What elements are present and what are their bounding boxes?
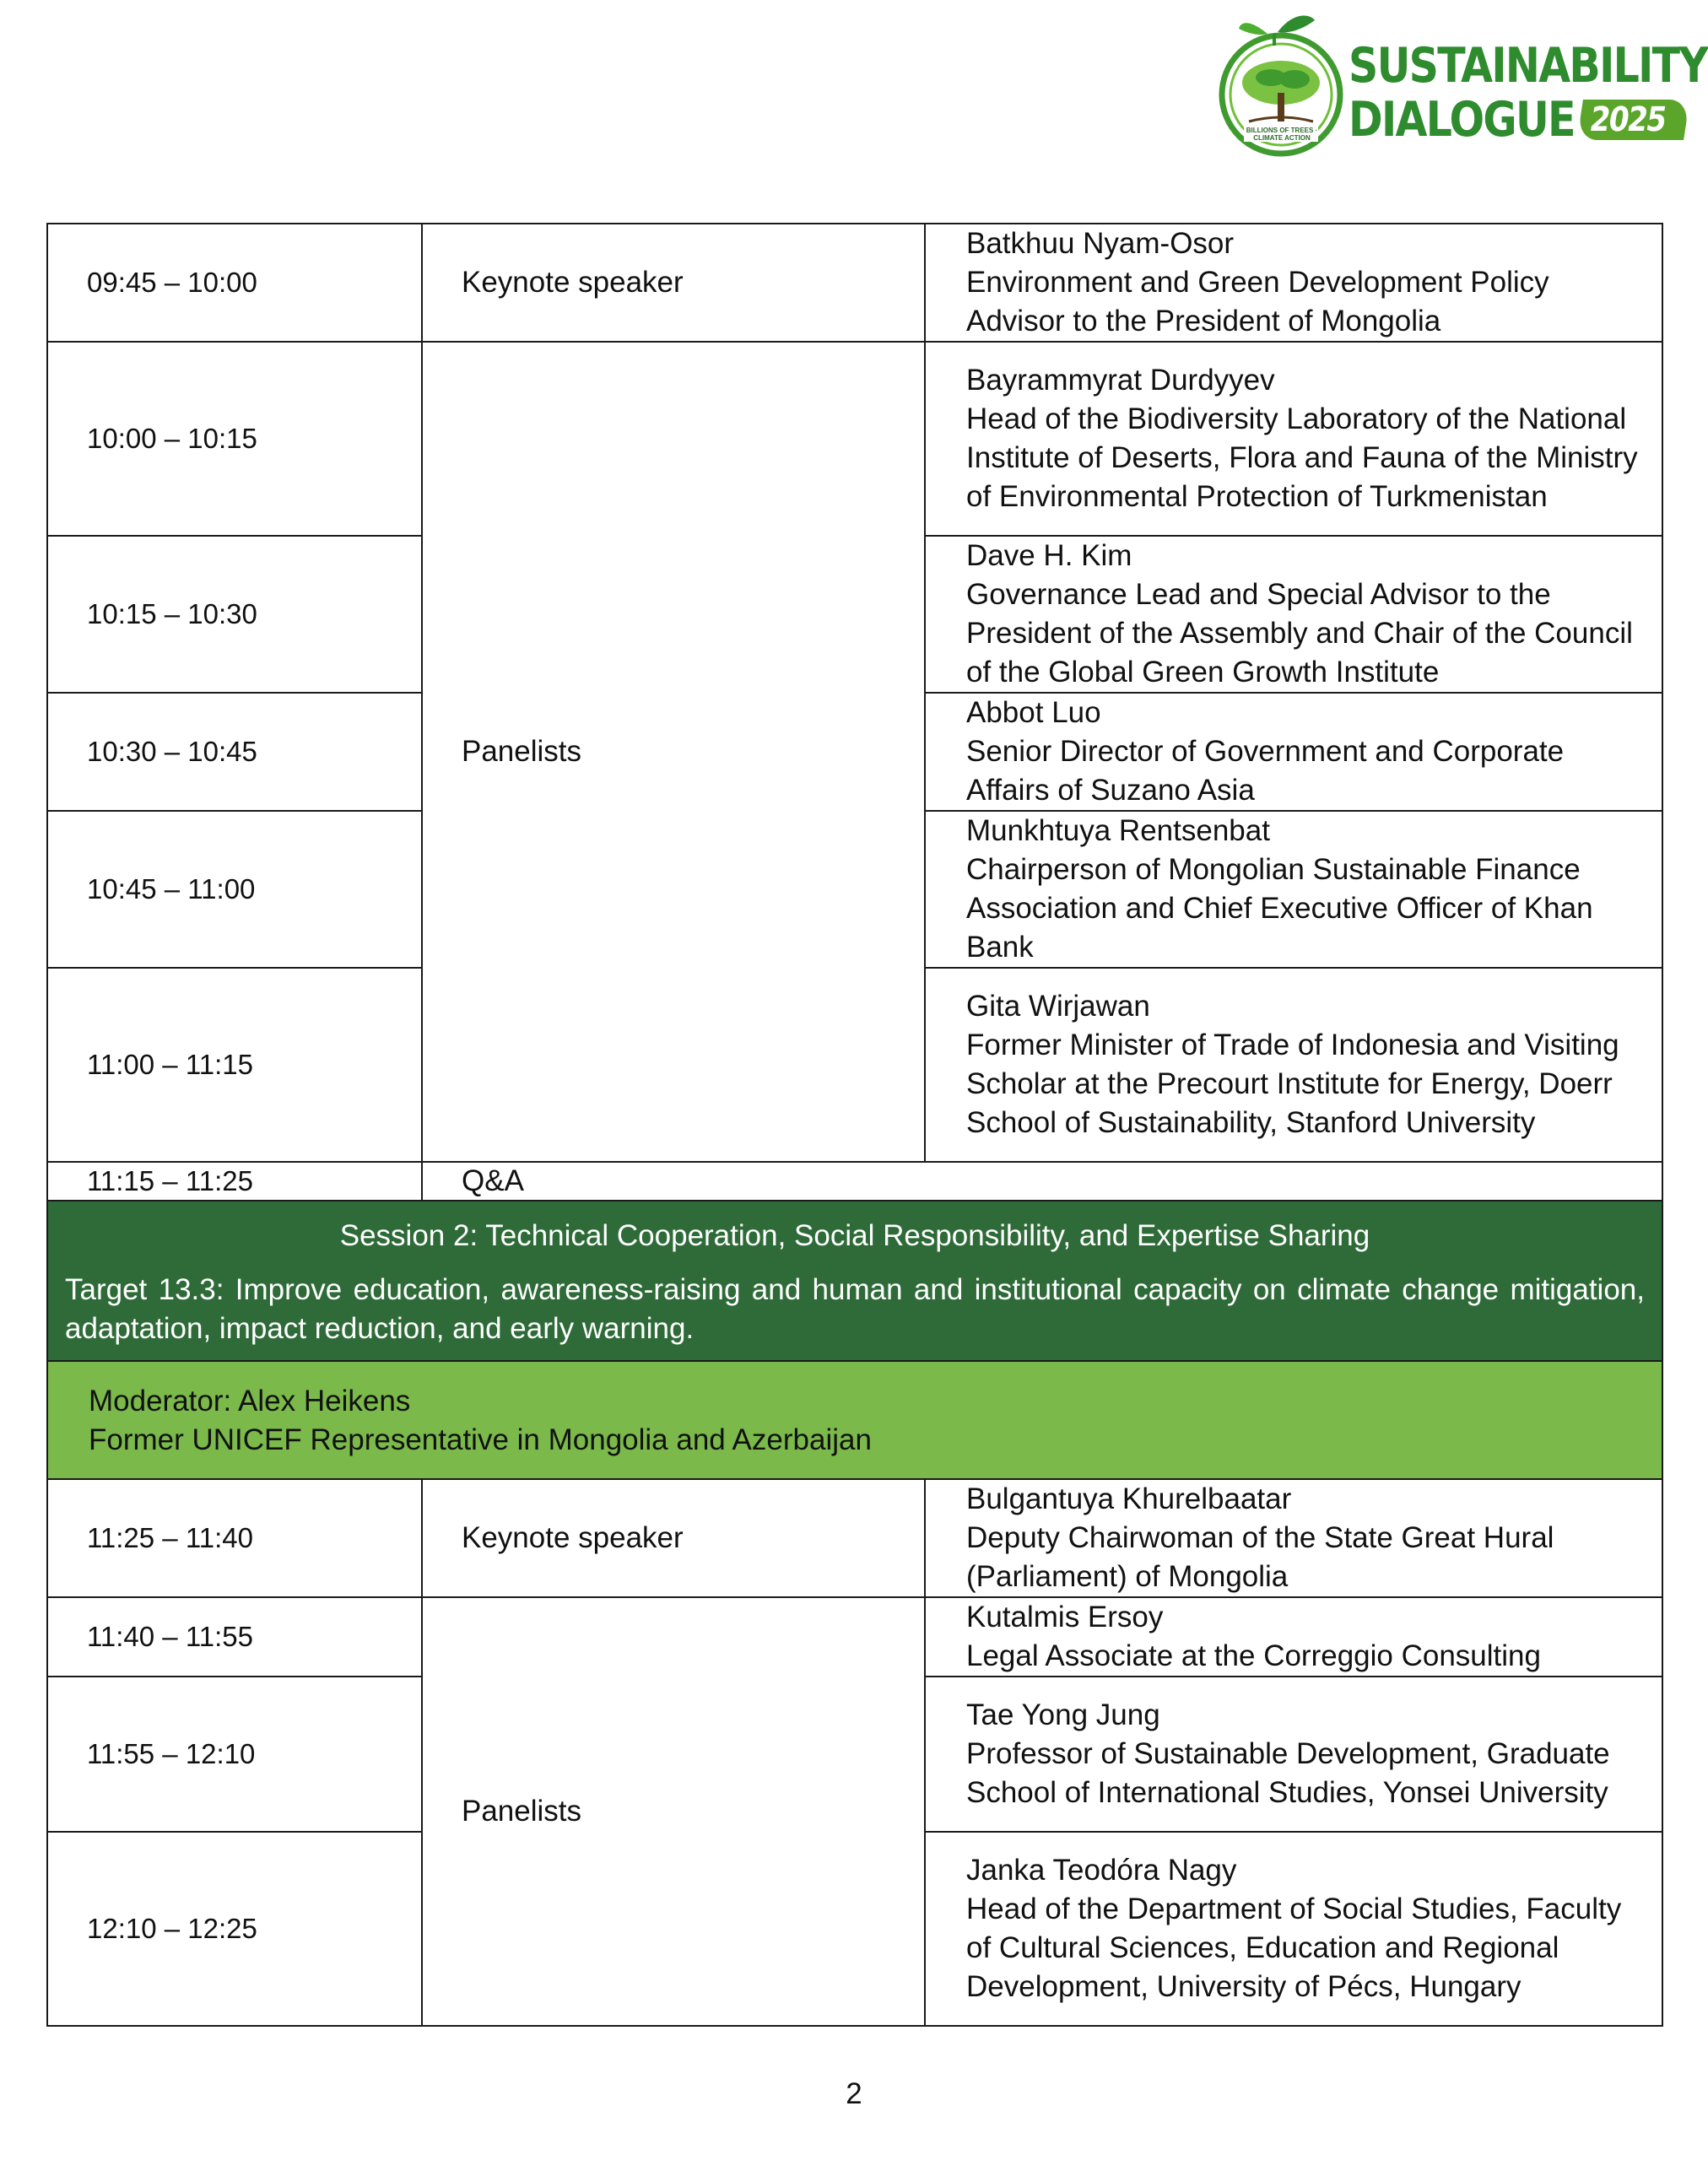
qa-row bbox=[47, 1162, 1662, 1201]
time-slot: 10:45 – 11:00 bbox=[47, 811, 422, 968]
table-row bbox=[47, 1597, 1662, 1677]
speaker-name: Munkhtuya Rentsenbat bbox=[966, 814, 1270, 847]
speaker-name: Janka Teodóra Nagy bbox=[966, 1854, 1237, 1887]
session-title: Session 2: Technical Cooperation, Social Responsibility, and Expertise Sharing bbox=[339, 1219, 1370, 1252]
time-slot: 10:15 – 10:30 bbox=[47, 536, 422, 693]
speaker-name: Gita Wirjawan bbox=[966, 990, 1150, 1023]
logo-title-dialogue: DIALOGUE bbox=[1349, 92, 1575, 148]
qa-label: Q&A bbox=[422, 1162, 1662, 1201]
session-header bbox=[47, 1201, 1662, 1361]
speaker-cell bbox=[925, 1832, 1662, 2026]
time-slot: 09:45 – 10:00 bbox=[47, 224, 422, 342]
event-logo bbox=[1215, 10, 1708, 160]
speaker-name: Dave H. Kim bbox=[966, 539, 1132, 572]
agenda-table bbox=[46, 223, 1663, 2027]
logo-year: 2025 bbox=[1577, 100, 1690, 140]
speaker-cell bbox=[925, 1677, 1662, 1832]
speaker-name: Abbot Luo bbox=[966, 696, 1101, 729]
time-slot: 11:25 – 11:40 bbox=[47, 1479, 422, 1597]
speaker-cell bbox=[925, 536, 1662, 693]
time-slot: 11:15 – 11:25 bbox=[47, 1162, 422, 1201]
speaker-cell bbox=[925, 1479, 1662, 1597]
time-slot: 12:10 – 12:25 bbox=[47, 1832, 422, 2026]
speaker-title: Deputy Chairwoman of the State Great Hural (Parliament) of Mongolia bbox=[966, 1521, 1554, 1593]
logo-title-line1: SUSTAINABILITY bbox=[1349, 38, 1708, 94]
speaker-title: Professor of Sustainable Development, Graduate School of International Studies, Yonsei University bbox=[966, 1737, 1610, 1809]
speaker-cell bbox=[925, 811, 1662, 968]
speaker-title: Chairperson of Mongolian Sustainable Finance Association and Chief Executive Officer of Khan Bank bbox=[966, 853, 1593, 964]
moderator-name: Moderator: Alex Heikens bbox=[89, 1385, 411, 1418]
table-row bbox=[47, 342, 1662, 536]
time-slot: 11:00 – 11:15 bbox=[47, 968, 422, 1162]
moderator-row bbox=[47, 1361, 1662, 1479]
logo-badge-text: BILLIONS OF TREES · CLIMATE ACTION bbox=[1246, 127, 1318, 142]
role-cell: Keynote speaker bbox=[422, 224, 925, 342]
speaker-name: Kutalmis Ersoy bbox=[966, 1601, 1164, 1634]
time-slot: 10:30 – 10:45 bbox=[47, 693, 422, 811]
speaker-cell bbox=[925, 224, 1662, 342]
table-row bbox=[47, 1479, 1662, 1597]
moderator-title: Former UNICEF Representative in Mongolia and Azerbaijan bbox=[89, 1423, 872, 1456]
time-slot: 11:40 – 11:55 bbox=[47, 1597, 422, 1677]
speaker-name: Batkhuu Nyam-Osor bbox=[966, 227, 1235, 260]
page-number: 2 bbox=[846, 2077, 862, 2110]
session-target: Target 13.3: Improve education, awareness-raising and human and institutional capacity on climate change mitigation, adaptation, impact reduction, and early warning. bbox=[65, 1273, 1645, 1345]
speaker-name: Bulgantuya Khurelbaatar bbox=[966, 1482, 1292, 1515]
speaker-title: Head of the Department of Social Studies, Faculty of Cultural Sciences, Education and Regional Development, University of Pécs, Hungary bbox=[966, 1893, 1622, 2003]
speaker-title: Head of the Biodiversity Laboratory of the National Institute of Deserts, Flora and Fauna of the Ministry of Environmental Protection of Turkmenistan bbox=[966, 402, 1638, 513]
role-cell: Keynote speaker bbox=[422, 1479, 925, 1597]
speaker-title: Senior Director of Government and Corporate Affairs of Suzano Asia bbox=[966, 735, 1565, 807]
role-cell: Panelists bbox=[422, 342, 925, 1162]
speaker-title: Environment and Green Development Policy Advisor to the President of Mongolia bbox=[966, 266, 1549, 338]
time-slot: 11:55 – 12:10 bbox=[47, 1677, 422, 1832]
speaker-title: Legal Associate at the Correggio Consulting bbox=[966, 1639, 1541, 1672]
speaker-cell bbox=[925, 342, 1662, 536]
speaker-cell bbox=[925, 968, 1662, 1162]
speaker-cell bbox=[925, 1597, 1662, 1677]
speaker-title: Governance Lead and Special Advisor to the President of the Assembly and Chair of the Council of the Global Green Growth Institute bbox=[966, 578, 1633, 688]
logo-title-line2 bbox=[1349, 93, 1707, 147]
role-cell: Panelists bbox=[422, 1597, 925, 2026]
table-row bbox=[47, 224, 1662, 342]
speaker-name: Tae Yong Jung bbox=[966, 1698, 1160, 1731]
speaker-cell bbox=[925, 693, 1662, 811]
time-slot: 10:00 – 10:15 bbox=[47, 342, 422, 536]
speaker-title: Former Minister of Trade of Indonesia and Visiting Scholar at the Precourt Institute for Energy, Doerr School of Sustainability, Stanford University bbox=[966, 1029, 1619, 1139]
speaker-name: Bayrammyrat Durdyyev bbox=[966, 364, 1275, 397]
